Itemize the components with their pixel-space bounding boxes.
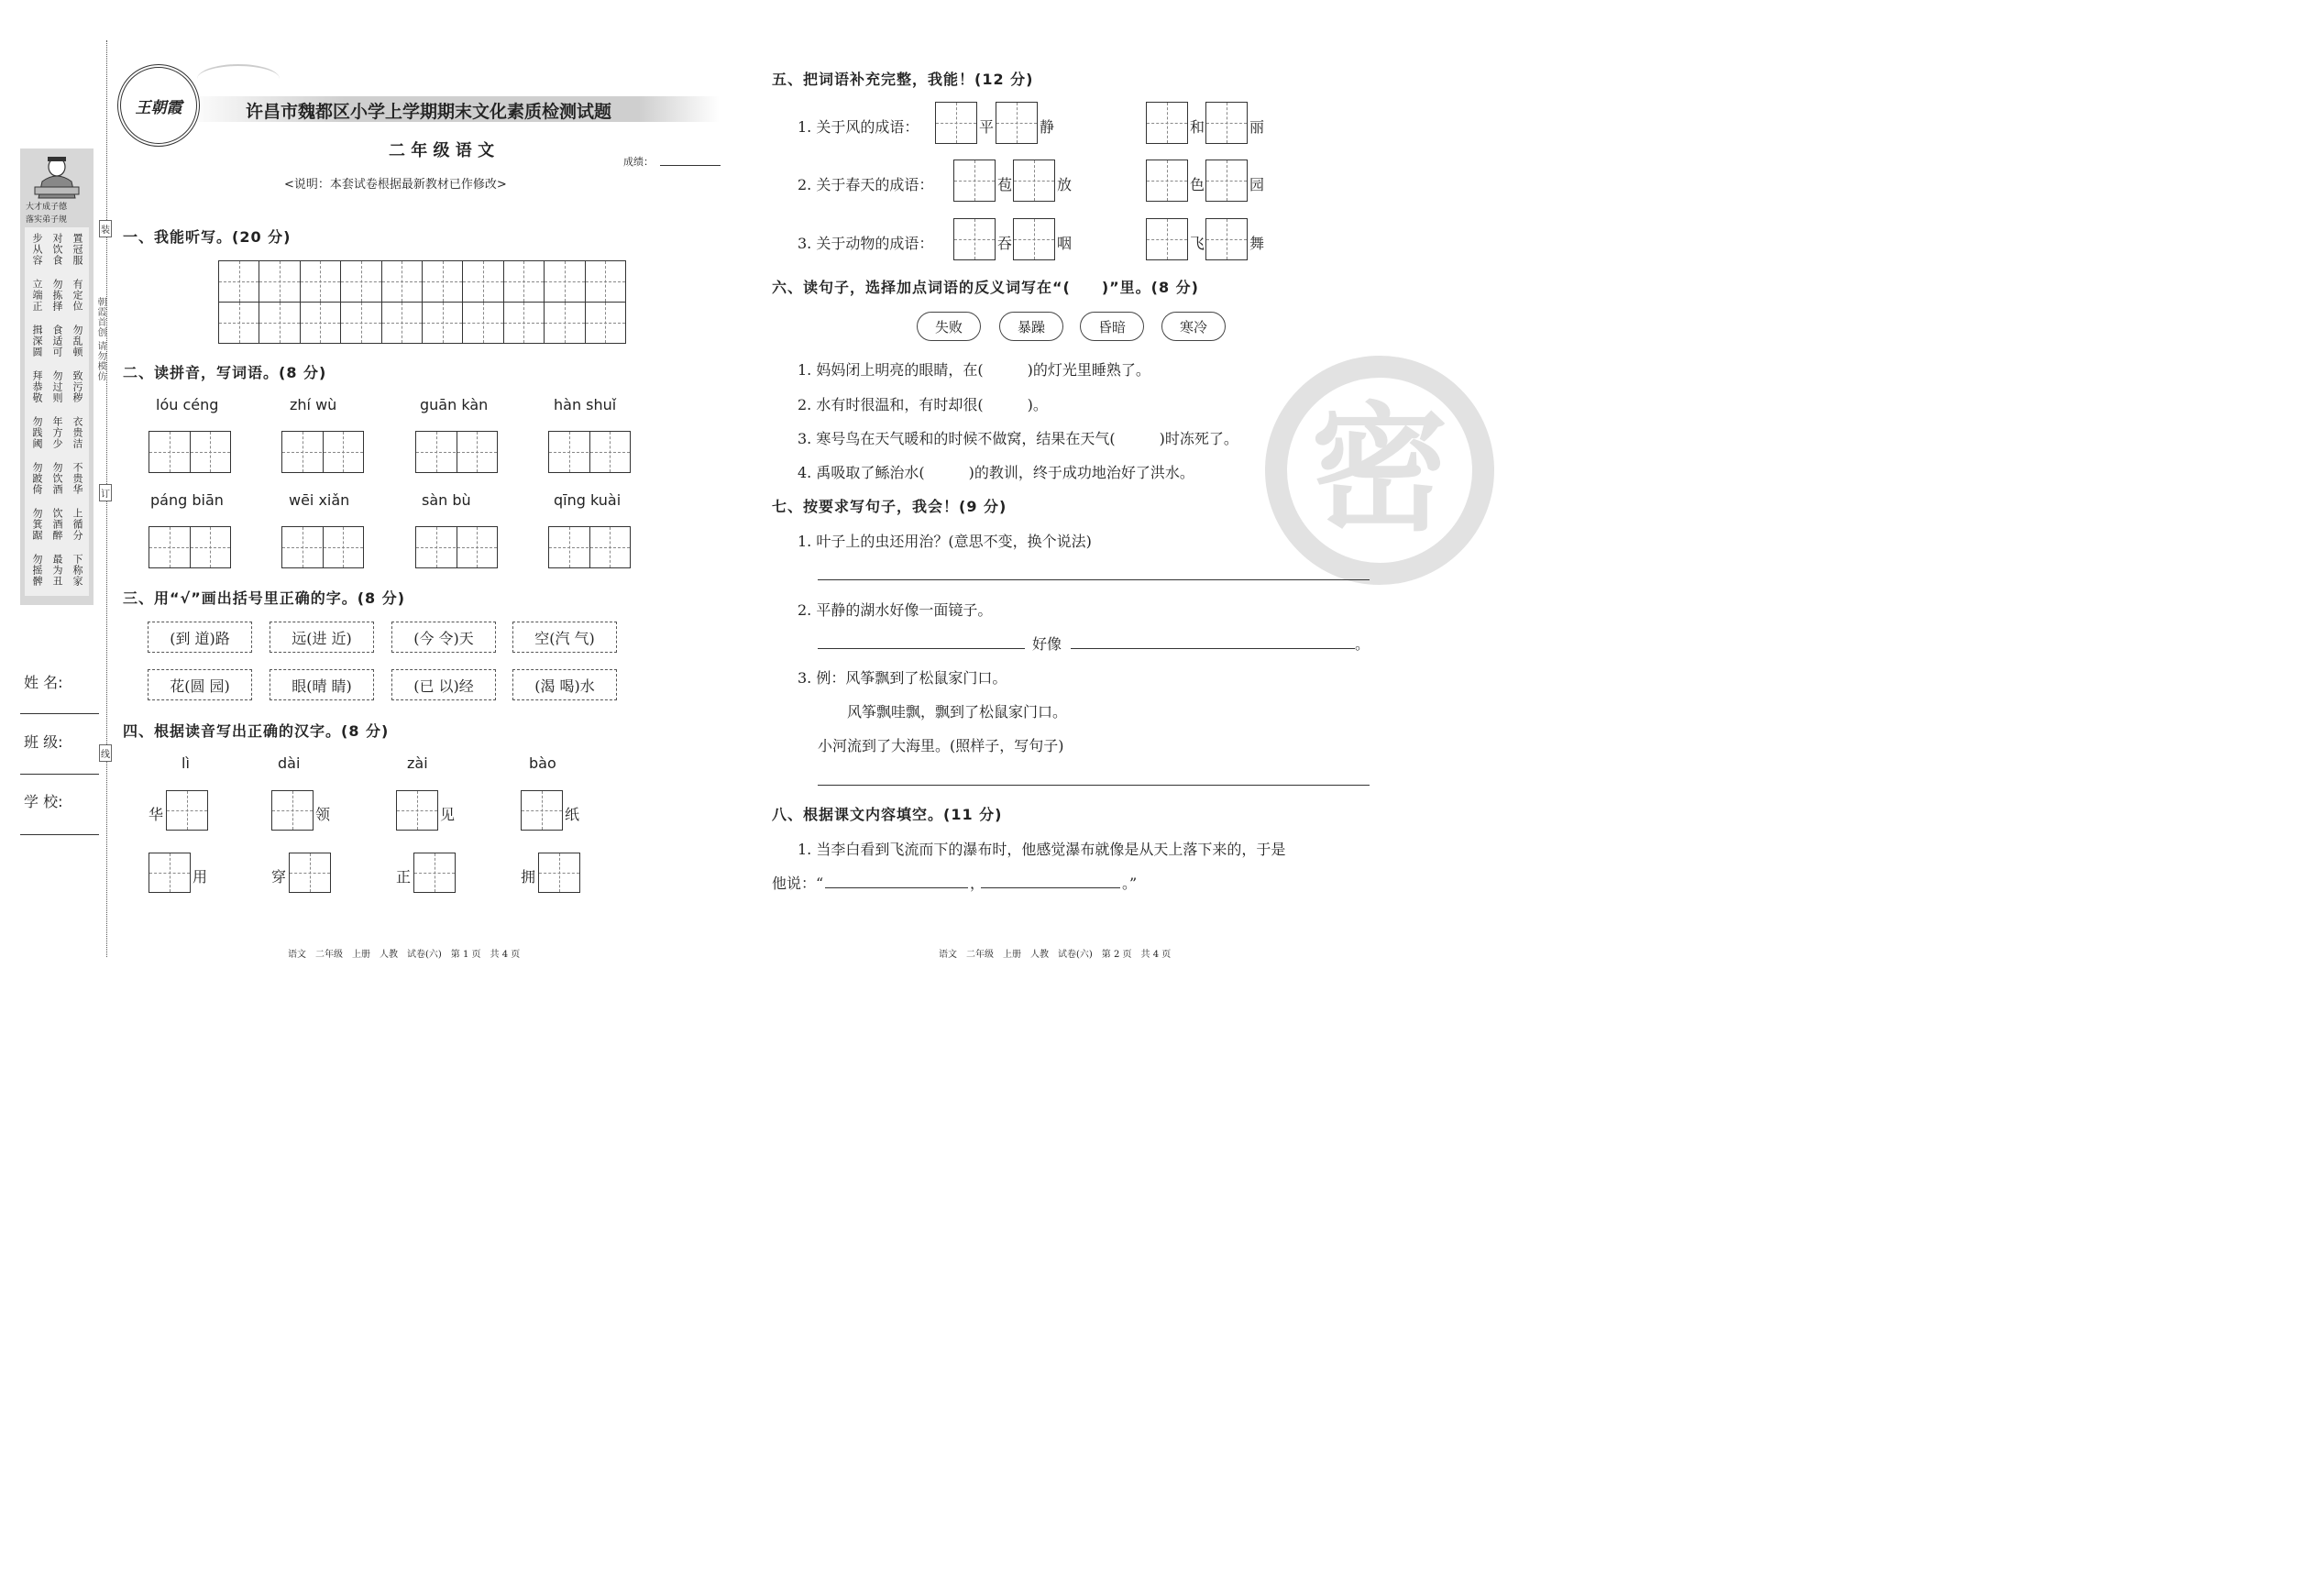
subject-title: 二 年 级 语 文 (389, 141, 495, 160)
dictation-cell[interactable] (544, 302, 585, 344)
motto-col: 勿乱顿 (72, 325, 83, 358)
idiom-char: 丽 (1249, 118, 1265, 136)
motto-text-area (25, 227, 89, 596)
dictation-cell[interactable] (300, 302, 341, 344)
choice-option[interactable]: (今 令)天 (391, 622, 496, 653)
pinyin-bao: bào (529, 754, 556, 772)
motto-col: 致污秽 (72, 370, 83, 403)
pinyin-1: lóu céng (156, 396, 219, 413)
word-cloud: 暴躁 (999, 312, 1063, 341)
dictation-cell[interactable] (422, 260, 463, 303)
answer-cell[interactable] (1205, 218, 1248, 260)
word-char: 正 (396, 868, 412, 886)
answer-grid[interactable] (149, 431, 231, 473)
word-char: 华 (149, 806, 164, 823)
dictation-cell[interactable] (259, 302, 300, 344)
dictation-cell[interactable] (585, 302, 626, 344)
sentence-task: 小河流到了大海里。(照样子，写句子) (818, 737, 1064, 754)
pinyin-zai: zài (407, 754, 428, 772)
answer-cell[interactable] (149, 853, 191, 893)
dictation-cell[interactable] (544, 260, 585, 303)
edition-note: <说明：本套试卷根据最新教材已作修改> (284, 178, 507, 192)
idiom-char: 舞 (1249, 235, 1265, 252)
fill-question: 1. 当李白看到飞流而下的瀑布时，他感觉瀑布就像是从天上落下来的，于是 (798, 841, 1286, 858)
pinyin-2: zhí wù (290, 396, 337, 413)
motto-col: 勿跛倚 (31, 462, 43, 495)
sentence-example: 风筝飘哇飘，飘到了松鼠家门口。 (847, 703, 1068, 721)
word-char: 用 (193, 868, 208, 886)
answer-cell[interactable] (1013, 160, 1055, 202)
motto-col: 上循分 (72, 508, 83, 541)
banner-wings (197, 64, 280, 94)
pinyin-8: qīng kuài (554, 491, 622, 509)
motto-col: 有定位 (72, 279, 83, 312)
school-field[interactable] (20, 834, 99, 835)
idiom-char: 色 (1190, 176, 1205, 193)
pinyin-6: wēi xiǎn (289, 491, 350, 509)
idiom-label: 3. 关于动物的成语： (798, 235, 934, 252)
answer-grid[interactable] (415, 526, 498, 568)
idiom-char: 园 (1249, 176, 1265, 193)
class-field[interactable] (20, 774, 99, 775)
dictation-cell[interactable] (381, 260, 423, 303)
word-char: 拥 (521, 868, 536, 886)
choice-option[interactable]: (渴 喝)水 (512, 669, 617, 700)
answer-cell[interactable] (413, 853, 456, 893)
brand-logo (117, 64, 200, 147)
dictation-cell[interactable] (462, 302, 503, 344)
pinyin-dai: dài (278, 754, 301, 772)
score-field[interactable] (660, 165, 721, 166)
idiom-char: 飞 (1190, 235, 1205, 252)
sentence-connector: 好像 (1032, 635, 1062, 653)
antonym-question: 4. 禹吸取了鲧治水( )的教训，终于成功地治好了洪水。 (798, 464, 1194, 481)
answer-cell[interactable] (996, 102, 1038, 144)
dictation-cell[interactable] (585, 260, 626, 303)
answer-cell[interactable] (953, 160, 996, 202)
sentence-question: 3. 例：风筝飘到了松鼠家门口。 (798, 669, 1007, 687)
answer-cell[interactable] (1146, 102, 1188, 144)
answer-grid[interactable] (281, 431, 364, 473)
motto-col: 下称家 (72, 554, 83, 587)
section-4-title: 四、根据读音写出正确的汉字。(8 分) (123, 722, 390, 740)
answer-cell[interactable] (1205, 102, 1248, 144)
fill-comma: ， (970, 875, 985, 892)
section-8-title: 八、根据课文内容填空。(11 分) (772, 806, 1003, 823)
motto-panel (20, 149, 94, 605)
section-7-title: 七、按要求写句子，我会！(9 分) (772, 498, 1007, 515)
idiom-char: 静 (1040, 118, 1055, 136)
section-6-title: 六、读句子，选择加点词语的反义词写在“( )”里。(8 分) (772, 279, 1199, 296)
watermark-seal-text: 密 (1310, 391, 1448, 550)
idiom-label: 1. 关于风的成语： (798, 118, 919, 136)
bind-mark-1: 装 (99, 220, 112, 237)
school-label: 学 校: (24, 793, 63, 810)
answer-cell[interactable] (521, 790, 563, 831)
choice-option[interactable]: 花(圆 园) (148, 669, 252, 700)
section-1-title: 一、我能听写。(20 分) (123, 228, 292, 246)
antonym-question: 1. 妈妈闭上明亮的眼睛，在( )的灯光里睡熟了。 (798, 361, 1150, 379)
choice-option[interactable]: (到 道)路 (148, 622, 252, 653)
answer-line[interactable] (818, 579, 1370, 580)
brand-logo-text: 王朝霞 (135, 98, 182, 117)
answer-cell[interactable] (1146, 218, 1188, 260)
dictation-cell[interactable] (340, 260, 381, 303)
score-label: 成绩： (623, 156, 654, 168)
choice-option[interactable]: 远(进 近) (270, 622, 374, 653)
motto-col: 饮酒醉 (51, 508, 63, 541)
dictation-cell[interactable] (462, 260, 503, 303)
motto-col: 立端正 (31, 279, 43, 312)
dictation-cell[interactable] (218, 260, 259, 303)
idiom-char: 平 (979, 118, 995, 136)
word-cloud: 寒冷 (1161, 312, 1226, 341)
motto-col: 勿拣择 (51, 279, 63, 312)
answer-line[interactable] (1071, 648, 1355, 649)
section-5-title: 五、把词语补充完整，我能！(12 分) (772, 71, 1034, 88)
dictation-cell[interactable] (259, 260, 300, 303)
sentence-question: 2. 平静的湖水好像一面镜子。 (798, 601, 993, 619)
motto-line-1: 大才成子德 (26, 203, 68, 212)
answer-grid[interactable] (548, 526, 631, 568)
pinyin-3: guān kàn (420, 396, 489, 413)
class-label: 班 级: (24, 733, 63, 751)
watermark-seal (1265, 356, 1494, 585)
answer-grid[interactable] (548, 431, 631, 473)
pinyin-4: hàn shuǐ (554, 396, 617, 413)
motto-col: 年方少 (51, 416, 63, 449)
word-char: 穿 (271, 868, 287, 886)
dictation-cell[interactable] (218, 302, 259, 344)
dictation-cell[interactable] (300, 260, 341, 303)
motto-col: 不贵华 (72, 462, 83, 495)
motto-col: 勿饮酒 (51, 462, 63, 495)
motto-col: 勿过则 (51, 370, 63, 403)
word-char: 见 (440, 806, 456, 823)
idiom-char: 吞 (997, 235, 1013, 252)
answer-cell[interactable] (935, 102, 977, 144)
bind-mark-2: 订 (99, 484, 112, 501)
section-3-title: 三、用“√”画出括号里正确的字。(8 分) (123, 589, 406, 607)
word-cloud: 昏暗 (1080, 312, 1144, 341)
sentence-period: 。 (1355, 635, 1370, 653)
antonym-question: 3. 寒号鸟在天气暖和的时候不做窝，结果在天气( )时冻死了。 (798, 430, 1238, 447)
answer-line[interactable] (818, 648, 1025, 649)
name-label: 姓 名: (24, 674, 63, 691)
page-footer-right: 语文 二年级 上册 人教 试卷(六) 第 2 页 共 4 页 (939, 950, 1172, 960)
pinyin-5: páng biān (150, 491, 224, 509)
dictation-cell[interactable] (422, 302, 463, 344)
motto-col: 最为丑 (51, 554, 63, 587)
dictation-grid[interactable] (218, 260, 625, 343)
answer-cell[interactable] (1146, 160, 1188, 202)
answer-grid[interactable] (281, 526, 364, 568)
motto-line-2: 落实弟子规 (26, 215, 68, 225)
dictation-cell[interactable] (381, 302, 423, 344)
motto-col: 食适可 (51, 325, 63, 358)
motto-col: 衣贵洁 (72, 416, 83, 449)
motto-col: 勿践阈 (31, 416, 43, 449)
dictation-cell[interactable] (503, 302, 545, 344)
copyright-note: 朝霞首创 请勿模仿 (95, 297, 105, 382)
sentence-question: 1. 叶子上的虫还用治？(意思不变，换个说法) (798, 533, 1092, 550)
answer-cell[interactable] (1205, 160, 1248, 202)
motto-col: 对饮食 (51, 233, 63, 266)
answer-cell[interactable] (396, 790, 438, 831)
motto-col: 拜恭敬 (31, 370, 43, 403)
motto-col: 置冠服 (72, 233, 83, 266)
answer-grid[interactable] (415, 431, 498, 473)
name-field[interactable] (20, 713, 99, 714)
answer-line[interactable] (981, 887, 1120, 888)
scholar-icon (29, 154, 84, 202)
idiom-label: 2. 关于春天的成语： (798, 176, 934, 193)
motto-col: 揖深圆 (31, 325, 43, 358)
dictation-cell[interactable] (503, 260, 545, 303)
motto-col: 勿箕踞 (31, 508, 43, 541)
antonym-question: 2. 水有时很温和，有时却很( )。 (798, 396, 1048, 413)
answer-line[interactable] (825, 887, 968, 888)
answer-cell[interactable] (271, 790, 314, 831)
motto-col: 勿摇髀 (31, 554, 43, 587)
answer-cell[interactable] (1013, 218, 1055, 260)
motto-col: 步从容 (31, 233, 43, 266)
word-cloud: 失败 (917, 312, 981, 341)
choice-option[interactable]: 眼(晴 睛) (270, 669, 374, 700)
word-char: 领 (315, 806, 331, 823)
exam-title: 许昌市魏都区小学上学期期末文化素质检测试题 (246, 102, 612, 122)
answer-cell[interactable] (538, 853, 580, 893)
section-2-title: 二、读拼音，写词语。(8 分) (123, 364, 327, 381)
answer-cell[interactable] (289, 853, 331, 893)
pinyin-7: sàn bù (422, 491, 471, 509)
bind-mark-3: 线 (99, 744, 112, 762)
idiom-char: 放 (1057, 176, 1073, 193)
idiom-char: 苞 (997, 176, 1013, 193)
answer-cell[interactable] (953, 218, 996, 260)
answer-cell[interactable] (166, 790, 208, 831)
choice-option[interactable]: (已 以)经 (391, 669, 496, 700)
idiom-char: 和 (1190, 118, 1205, 136)
answer-line[interactable] (818, 785, 1370, 786)
idiom-char: 咽 (1057, 235, 1073, 252)
choice-option[interactable]: 空(汽 气) (512, 622, 617, 653)
pinyin-li: lì (182, 754, 190, 772)
dictation-cell[interactable] (340, 302, 381, 344)
word-char: 纸 (565, 806, 580, 823)
page-footer-left: 语文 二年级 上册 人教 试卷(六) 第 1 页 共 4 页 (288, 950, 521, 960)
answer-grid[interactable] (149, 526, 231, 568)
fill-question-start: 他说：“ (772, 875, 824, 892)
fill-end: 。” (1122, 875, 1138, 892)
